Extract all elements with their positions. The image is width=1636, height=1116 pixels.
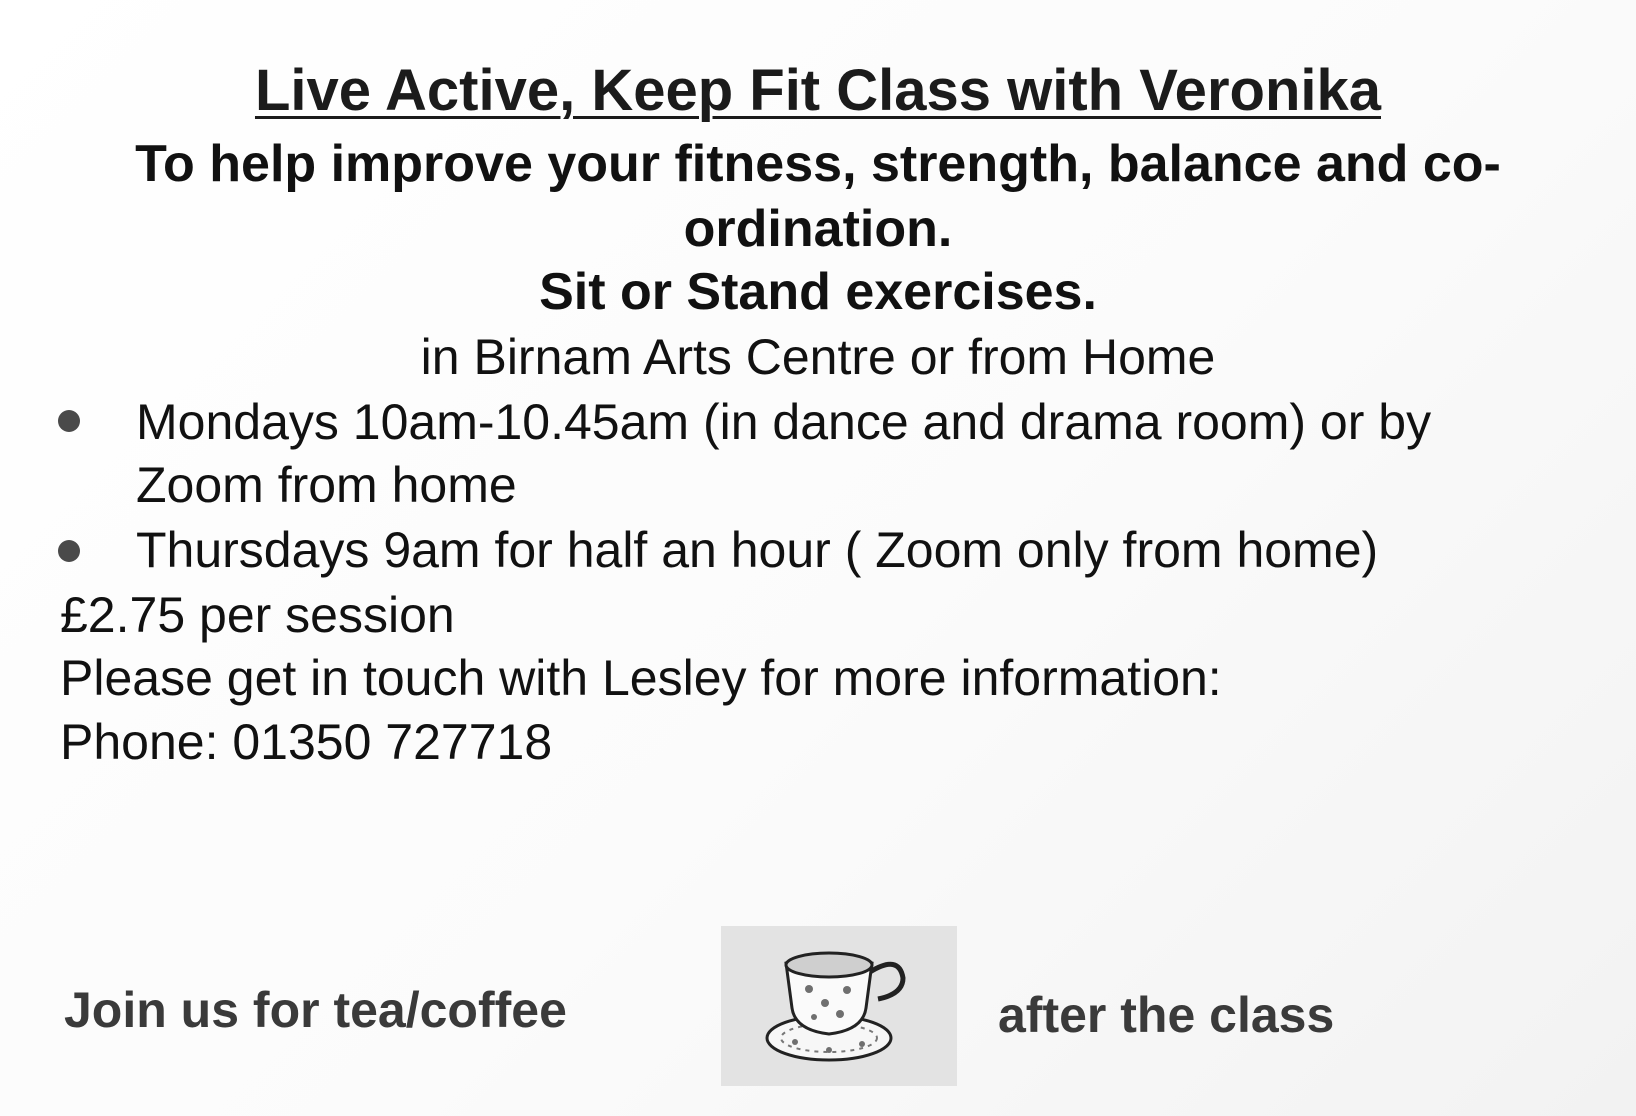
bullet-icon	[58, 410, 80, 432]
bullet-icon	[58, 540, 80, 562]
footer-right-text: after the class	[998, 987, 1335, 1043]
phone-text: Phone: 01350 727718	[60, 714, 553, 770]
schedule-item-2-line-1: Thursdays 9am for half an hour ( Zoom only from home)	[136, 522, 1379, 578]
teacup-icon	[721, 926, 957, 1086]
teacup-image	[721, 926, 957, 1086]
footer-left-text: Join us for tea/coffee	[64, 982, 567, 1038]
flyer-subtitle-line-3: Sit or Stand exercises.	[539, 263, 1097, 321]
flyer-location: in Birnam Arts Centre or from Home	[420, 329, 1216, 385]
price-text: £2.75 per session	[60, 587, 455, 643]
flyer-title: Live Active, Keep Fit Class with Veronika	[254, 58, 1381, 123]
contact-text: Please get in touch with Lesley for more information:	[60, 650, 1222, 706]
schedule-item-1-line-1: Mondays 10am-10.45am (in dance and drama room) or by	[136, 394, 1432, 450]
flyer-subtitle-line-1: To help improve your fitness, strength, balance and co-	[135, 135, 1501, 193]
flyer-subtitle-line-2: ordination.	[683, 200, 953, 258]
schedule-item-1-line-2: Zoom from home	[136, 457, 517, 513]
